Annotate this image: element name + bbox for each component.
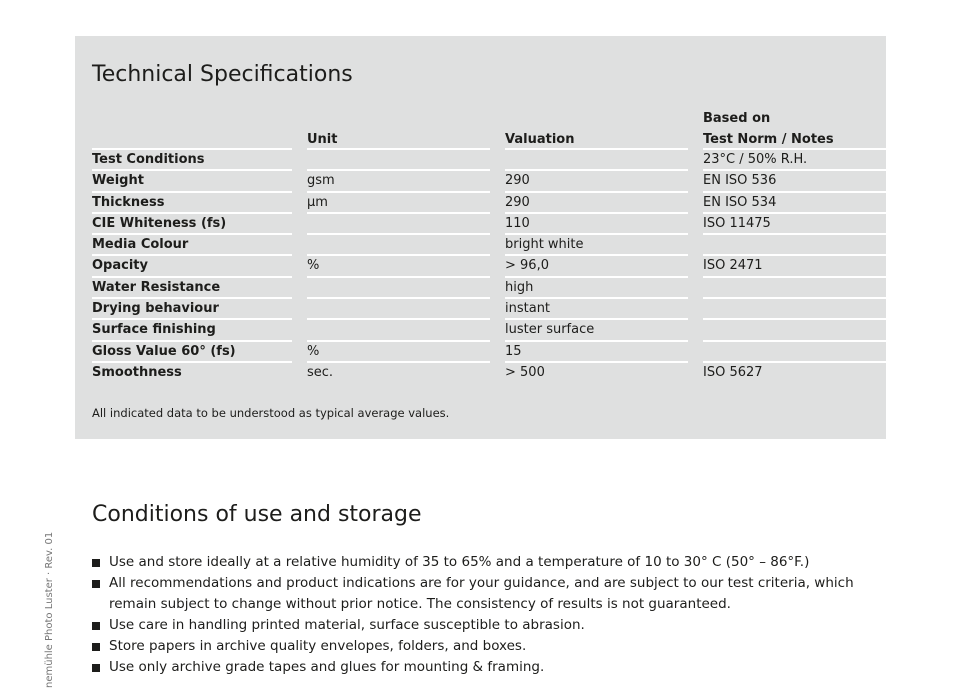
spec-label: Smoothness bbox=[92, 361, 292, 382]
spec-row bbox=[92, 233, 886, 254]
spec-value: 110 bbox=[505, 212, 688, 233]
spec-norm bbox=[703, 233, 886, 254]
spec-unit: µm bbox=[307, 191, 490, 212]
spec-norm bbox=[703, 276, 886, 297]
spec-norm bbox=[703, 297, 886, 318]
side-document-reference: nemühle Photo Luster · Rev. 01 bbox=[44, 531, 55, 688]
spec-row bbox=[92, 169, 886, 190]
square-bullet-icon bbox=[92, 580, 100, 588]
bullet-text: Store papers in archive quality envelopes, folders, and boxes. bbox=[109, 638, 527, 654]
list-item bbox=[92, 552, 892, 573]
square-bullet-icon bbox=[92, 559, 100, 567]
spec-row bbox=[92, 340, 886, 361]
spec-unit bbox=[307, 148, 490, 169]
spec-norm: EN ISO 536 bbox=[703, 169, 886, 190]
bullet-text: Use and store ideally at a relative humidity of 35 to 65% and a temperature of 10 to 30° C (50° – 86°F.) bbox=[109, 554, 810, 570]
spec-table bbox=[92, 148, 886, 382]
spec-value: high bbox=[505, 276, 688, 297]
spec-label: Thickness bbox=[92, 191, 292, 212]
technical-specifications-panel bbox=[75, 36, 886, 439]
spec-value: > 96,0 bbox=[505, 254, 688, 275]
spec-unit: sec. bbox=[307, 361, 490, 382]
spec-row bbox=[92, 276, 886, 297]
spec-norm: ISO 11475 bbox=[703, 212, 886, 233]
spec-value: bright white bbox=[505, 233, 688, 254]
conditions-list bbox=[92, 552, 892, 678]
list-item bbox=[92, 636, 892, 657]
spec-label: Test Conditions bbox=[92, 148, 292, 169]
spec-unit bbox=[307, 212, 490, 233]
spec-label: CIE Whiteness (fs) bbox=[92, 212, 292, 233]
spec-row bbox=[92, 148, 886, 169]
spec-unit bbox=[307, 276, 490, 297]
spec-footnote: All indicated data to be understood as typical average values. bbox=[92, 406, 450, 420]
spec-value: instant bbox=[505, 297, 688, 318]
spec-label: Water Resistance bbox=[92, 276, 292, 297]
spec-norm: 23°C / 50% R.H. bbox=[703, 148, 886, 169]
square-bullet-icon bbox=[92, 622, 100, 630]
square-bullet-icon bbox=[92, 643, 100, 651]
spec-row bbox=[92, 212, 886, 233]
norm-column-header-line1: Based on bbox=[703, 111, 771, 126]
spec-norm bbox=[703, 340, 886, 361]
norm-column-header-line2: Test Norm / Notes bbox=[703, 132, 834, 147]
spec-label: Media Colour bbox=[92, 233, 292, 254]
spec-label: Surface finishing bbox=[92, 318, 292, 339]
bullet-text: Use only archive grade tapes and glues for mounting & framing. bbox=[109, 659, 545, 675]
spec-row bbox=[92, 318, 886, 339]
spec-title: Technical Specifications bbox=[92, 62, 353, 87]
conditions-title: Conditions of use and storage bbox=[92, 502, 422, 527]
spec-norm: EN ISO 534 bbox=[703, 191, 886, 212]
spec-row bbox=[92, 191, 886, 212]
spec-unit bbox=[307, 318, 490, 339]
spec-norm bbox=[703, 318, 886, 339]
spec-label: Opacity bbox=[92, 254, 292, 275]
spec-value: luster surface bbox=[505, 318, 688, 339]
spec-norm: ISO 5627 bbox=[703, 361, 886, 382]
spec-value: 15 bbox=[505, 340, 688, 361]
spec-unit bbox=[307, 297, 490, 318]
spec-row bbox=[92, 254, 886, 275]
list-item bbox=[92, 615, 892, 636]
spec-value: > 500 bbox=[505, 361, 688, 382]
spec-label: Gloss Value 60° (fs) bbox=[92, 340, 292, 361]
spec-value: 290 bbox=[505, 169, 688, 190]
spec-label: Drying behaviour bbox=[92, 297, 292, 318]
spec-unit: % bbox=[307, 340, 490, 361]
spec-row bbox=[92, 361, 886, 382]
spec-value bbox=[505, 148, 688, 169]
spec-norm: ISO 2471 bbox=[703, 254, 886, 275]
spec-unit: gsm bbox=[307, 169, 490, 190]
list-item bbox=[92, 573, 892, 615]
spec-unit: % bbox=[307, 254, 490, 275]
spec-value: 290 bbox=[505, 191, 688, 212]
spec-label: Weight bbox=[92, 169, 292, 190]
square-bullet-icon bbox=[92, 664, 100, 672]
bullet-text: Use care in handling printed material, surface susceptible to abrasion. bbox=[109, 617, 585, 633]
bullet-text: All recommendations and product indications are for your guidance, and are subject to our test criteria, which remain subject to change without prior notice. The consistency of results is not guaranteed. bbox=[109, 575, 854, 612]
unit-column-header: Unit bbox=[307, 132, 338, 147]
valuation-column-header: Valuation bbox=[505, 132, 575, 147]
list-item bbox=[92, 657, 892, 678]
spec-unit bbox=[307, 233, 490, 254]
spec-row bbox=[92, 297, 886, 318]
